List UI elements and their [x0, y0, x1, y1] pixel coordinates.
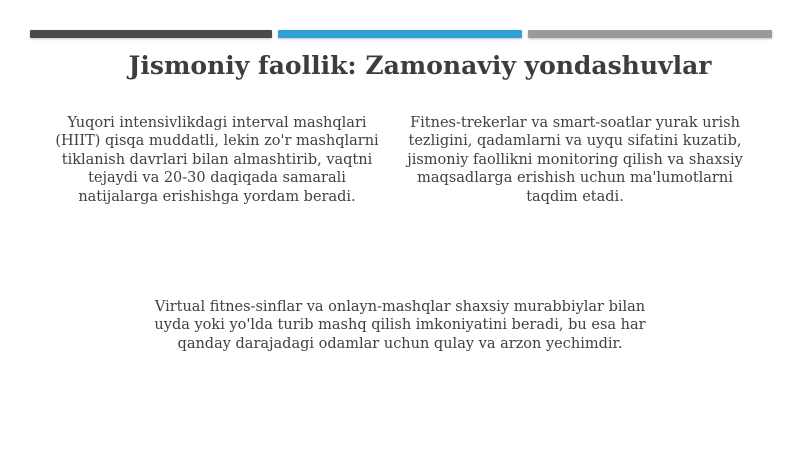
paragraph-hiit: Yuqori intensivlikdagi interval mashqlari (HIIT) qisqa muddatli, lekin zo'r mashqlarni tiklanish davrlari bilan almashtirib, vaqtni tejaydi va 20-30 daqiqada samarali natijalarga erishishga yordam beradi.: [55, 115, 379, 205]
accent-bar-left: [30, 30, 272, 38]
header-accent-bars: [30, 30, 772, 39]
paragraph-fitness-trackers: Fitnes-trekerlar va smart-soatlar yurak urish tezligini, qadamlarni va uyqu sifatini kuzatib, jismoniy faollikni monitoring qilish va shaxsiy maqsadlarga erishish uchun ma'lumotlarni taqdim etadi.: [407, 115, 743, 205]
accent-bar-right: [528, 30, 772, 38]
paragraph-virtual-classes: Virtual fitnes-sinflar va onlayn-mashqlar shaxsiy murabbiylar bilan uyda yoki yo'lda turib mashq qilish imkoniyatini beradi, bu esa har qanday darajadagi odamlar uchun qulay va arzon yechimdir.: [154, 299, 646, 352]
accent-bar-middle: [278, 30, 522, 38]
slide-title: Jismoniy faollik: Zamonaviy yondashuvlar: [128, 51, 712, 80]
